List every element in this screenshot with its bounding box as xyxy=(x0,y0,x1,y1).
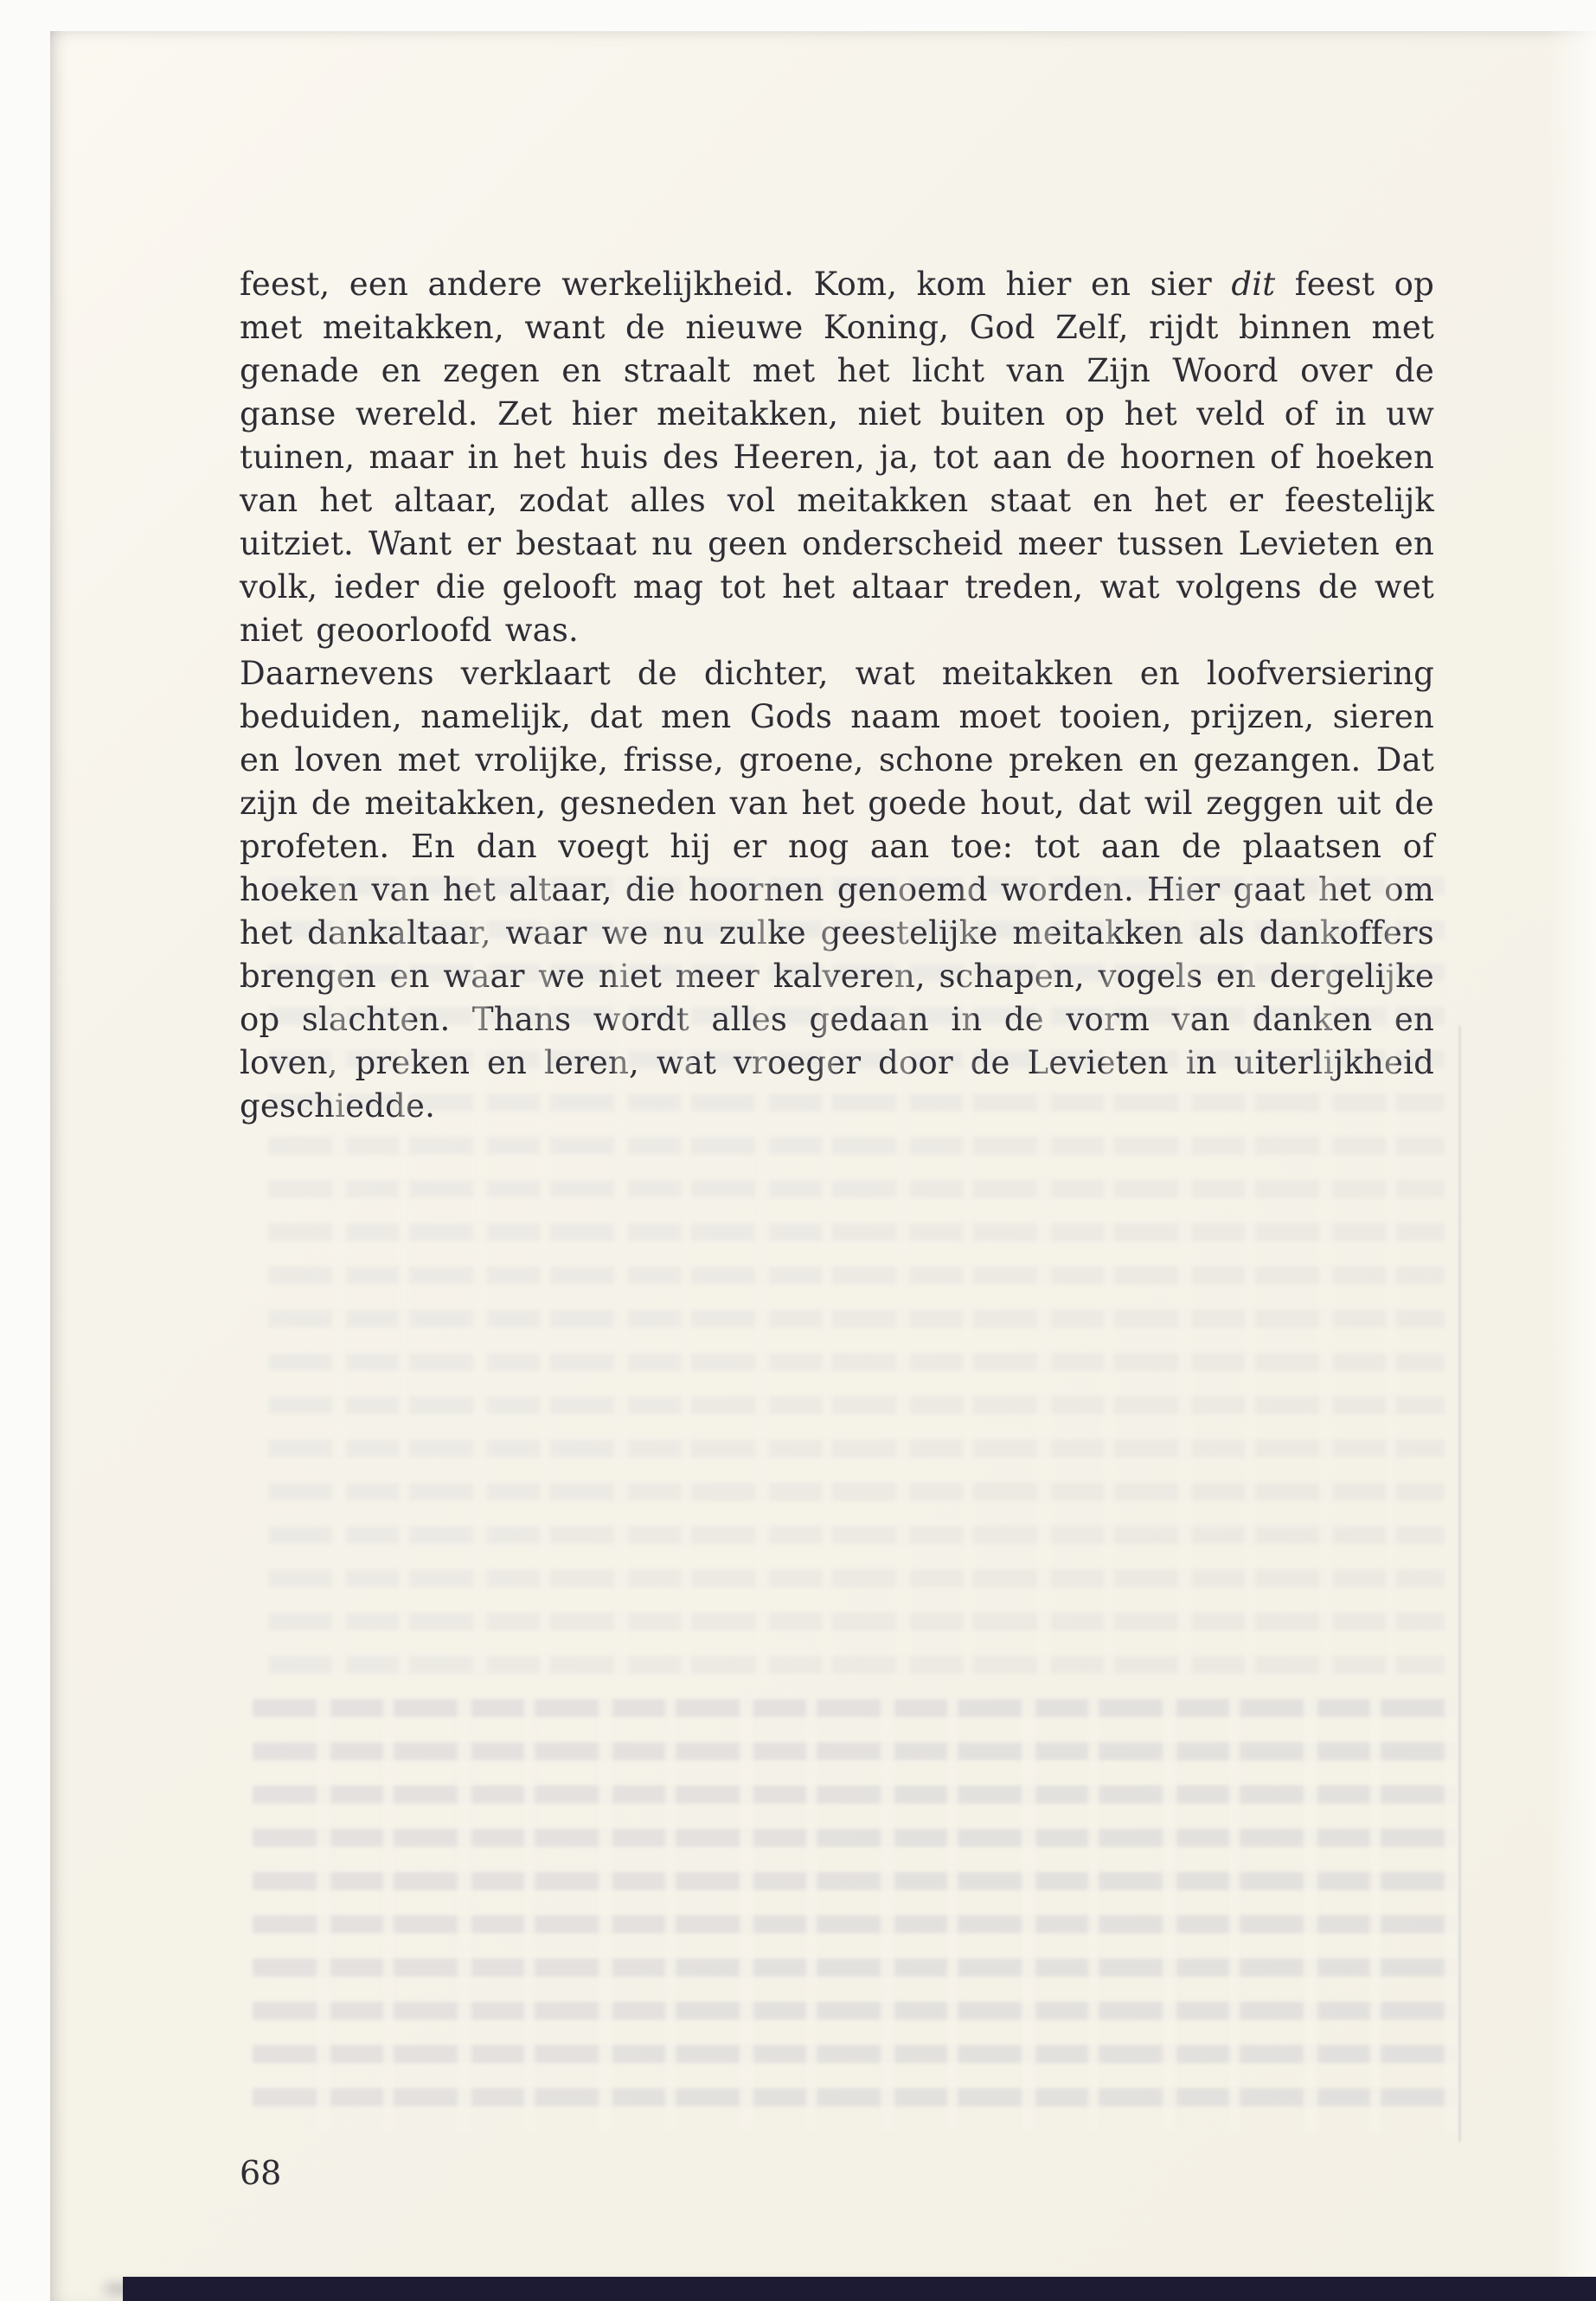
body-text: feest, een andere werkelijkheid. Kom, kom hier en sier xyxy=(240,266,1232,303)
body-text: feest op met meitakken, want de nieuwe Koning, God Zelf, rijdt binnen met genade en zegen en straalt met het licht van Zijn Woord over de ganse wereld. Zet hier meitakken, niet buiten op het veld of in uw tuinen, maar in het huis des Heeren, ja, tot aan de hoornen of hoeken van het altaar, zodat alles vol meitakken staat en het er feestelijk uitziet. Want er bestaat nu geen onderscheid meer tussen Levieten en volk, ieder die gelooft mag tot het altaar treden, wat volgens de wet niet geoorloofd was. xyxy=(240,266,1434,649)
bleedthrough-text-ghost-lower xyxy=(253,1699,1457,2131)
bleedthrough-text-ghost-upper xyxy=(268,877,1445,1682)
scan-bottom-dark-band xyxy=(123,2277,1596,2301)
body-text: Daarnevens verklaart de dichter, wat meitakken en loofversiering beduiden, namelijk, dat men Gods naam moet tooien, prijzen, sieren en loven met vrolijke, frisse, groene, schone preken en gezangen. Dat zijn de meitakken, gesneden van het goede hout, dat wil zeggen uit de profeten. En dan voegt hij er nog aan toe: tot aan de plaatsen of hoeken van het altaar, die hoornen genoemd worden. Hier gaat het om het dankaltaar, waar we nu zulke geestelijke meitakken als dankoffers brengen en waar we niet meer kalveren, schapen, vogels en dergelijke op slachten. Thans wordt alles gedaan in de vorm van danken en loven, preken en leren, wat vroeger door de Levieten in uiterlijkheid geschiedde. xyxy=(240,655,1434,1125)
book-page-scan xyxy=(50,31,1596,2301)
page-right-edge-highlight xyxy=(1548,31,1596,2301)
paragraph xyxy=(240,263,1434,652)
italic-text: dit xyxy=(1231,266,1276,303)
page-number: 68 xyxy=(240,2154,282,2192)
bleedthrough-column-edge xyxy=(1458,1026,1461,2142)
